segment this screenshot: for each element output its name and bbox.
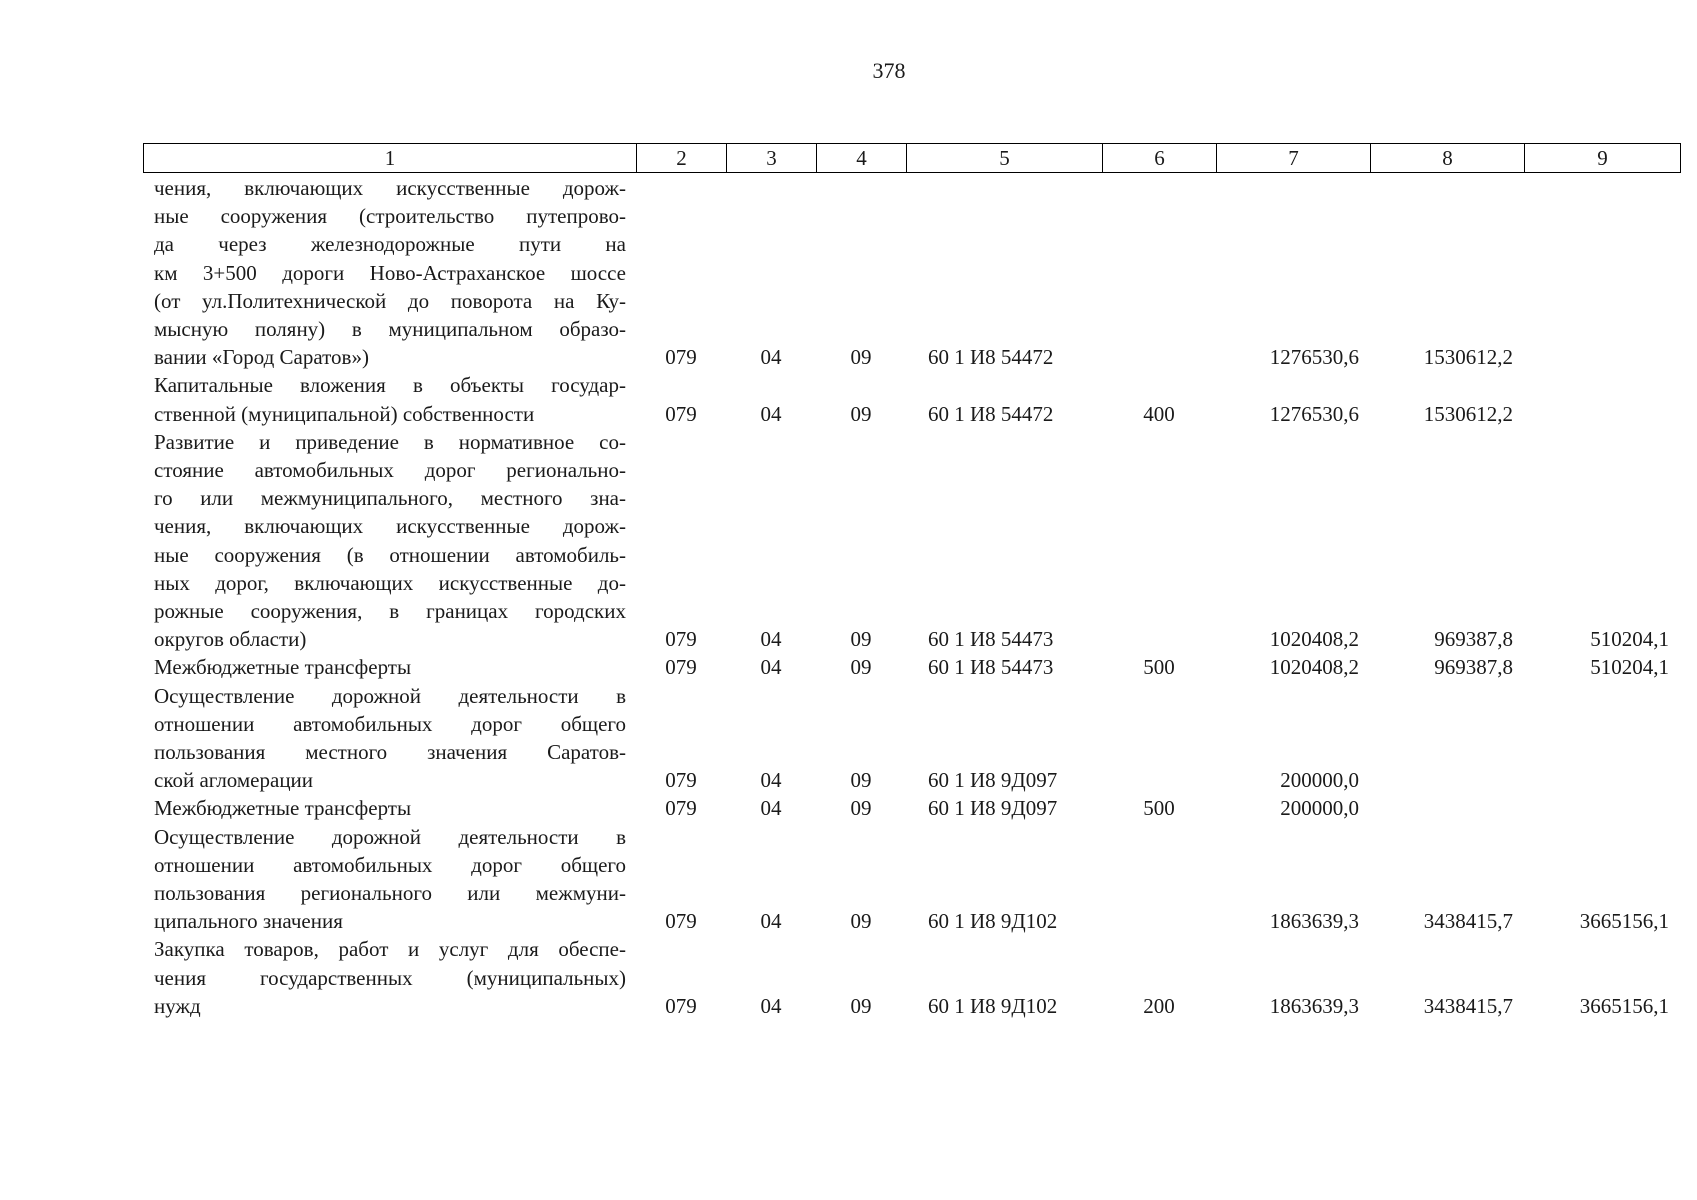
cell-amount-col9 [1524,794,1680,822]
cell-name [143,935,636,1020]
cell-name [143,823,636,936]
cell-name-line: рожные сооружения, в границах городских [154,599,626,624]
cell-amount-col7: 1020408,2 [1269,655,1359,680]
cell-name [143,653,636,681]
cell-name-line: чения, включающих искусственные дорож- [154,176,626,200]
cell-code-admin: 079 [665,909,697,934]
header-cell-1: 1 [144,144,637,173]
header-cell-5: 5 [907,144,1103,173]
cell-code-admin: 079 [665,655,697,680]
cell-amount-col7: 1863639,3 [1269,909,1359,934]
cell-name-line: ципального значения [154,909,343,934]
table-row [143,371,1680,427]
cell-amount-col8 [1370,682,1524,795]
cell-subsection: 09 [850,345,872,370]
cell-amount-col9: 3665156,1 [1579,909,1669,934]
cell-amount-col8: 969387,8 [1434,627,1513,652]
cell-name-line: вании «Город Саратов») [154,345,369,370]
table-row [143,935,1680,1020]
table-header [143,143,1681,173]
cell-name-line: округов области) [154,627,307,652]
cell-name-line: ные сооружения (в отношении автомобиль- [154,542,626,567]
header-row [144,144,1681,173]
cell-amount-col8: 1530612,2 [1423,345,1513,370]
cell-amount-col8: 3438415,7 [1423,993,1513,1018]
cell-name-line: ской агломерации [154,768,314,793]
cell-name [143,174,636,371]
cell-target-article: 60 1 И8 54473 [928,655,1054,680]
cell-section: 04 [760,993,782,1018]
header-cell-6: 6 [1103,144,1217,173]
cell-expense-type [1102,682,1216,795]
cell-expense-type: 200 [1143,993,1175,1018]
cell-code-admin: 079 [665,796,697,821]
cell-name-line: нужд [154,993,201,1018]
cell-name-line: ных дорог, включающих искусственные до- [154,570,626,595]
cell-name [143,371,636,427]
table-row [143,794,1680,822]
table-row [143,174,1680,371]
cell-amount-col8: 969387,8 [1434,655,1513,680]
cell-name-line: чения государственных (муниципальных) [154,965,626,990]
cell-amount-col8: 1530612,2 [1423,401,1513,426]
cell-amount-col7: 200000,0 [1280,768,1359,793]
cell-name-line: Осуществление дорожной деятельности в [154,683,626,708]
cell-target-article: 60 1 И8 54472 [928,345,1054,370]
cell-section: 04 [760,345,782,370]
cell-target-article: 60 1 И8 54473 [928,627,1054,652]
cell-section: 04 [760,796,782,821]
cell-name-line: Межбюджетные трансферты [154,655,412,680]
cell-name-line: Межбюджетные трансферты [154,796,412,821]
cell-section: 04 [760,401,782,426]
table-row [143,428,1680,654]
cell-amount-col7: 200000,0 [1280,796,1359,821]
cell-name-line: пользования местного значения Саратов- [154,740,626,765]
cell-name-line: отношении автомобильных дорог общего [154,852,626,877]
table-row [143,823,1680,936]
cell-target-article: 60 1 И8 9Д097 [928,768,1058,793]
cell-subsection: 09 [850,993,872,1018]
cell-name-line: отношении автомобильных дорог общего [154,711,626,736]
cell-section: 04 [760,627,782,652]
cell-name-line: го или межмуниципального, местного зна- [154,486,626,511]
cell-amount-col7: 1276530,6 [1269,345,1359,370]
cell-amount-col7: 1863639,3 [1269,993,1359,1018]
header-cell-7: 7 [1217,144,1371,173]
cell-expense-type [1102,174,1216,371]
cell-subsection: 09 [850,627,872,652]
cell-name-line: Осуществление дорожной деятельности в [154,824,626,849]
header-cell-8: 8 [1371,144,1525,173]
cell-amount-col9 [1524,371,1680,427]
cell-name-line: (от ул.Политехнической до поворота на Ку- [154,288,626,313]
header-cell-9: 9 [1525,144,1681,173]
cell-name-line: км 3+500 дороги Ново-Астраханское шоссе [154,260,626,285]
cell-code-admin: 079 [665,345,697,370]
cell-code-admin: 079 [665,627,697,652]
table-body [143,174,1680,1020]
cell-target-article: 60 1 И8 9Д102 [928,993,1058,1018]
cell-code-admin: 079 [665,401,697,426]
cell-amount-col9: 510204,1 [1590,655,1669,680]
cell-amount-col7: 1020408,2 [1269,627,1359,652]
cell-name-line: Капитальные вложения в объекты государ- [154,373,626,398]
cell-name [143,682,636,795]
cell-name [143,428,636,654]
cell-subsection: 09 [850,401,872,426]
cell-subsection: 09 [850,768,872,793]
cell-code-admin: 079 [665,768,697,793]
cell-amount-col7: 1276530,6 [1269,401,1359,426]
cell-code-admin: 079 [665,993,697,1018]
cell-amount-col9 [1524,174,1680,371]
cell-name-line: Развитие и приведение в нормативное со- [154,429,626,454]
cell-amount-col9: 510204,1 [1590,627,1669,652]
cell-target-article: 60 1 И8 9Д097 [928,796,1058,821]
cell-name-line: Закупка товаров, работ и услуг для обеспе- [154,937,626,962]
cell-name-line: пользования регионального или межмуни- [154,881,626,906]
cell-subsection: 09 [850,909,872,934]
cell-name-line: мысную поляну) в муниципальном образо- [154,317,626,342]
cell-name-line: ные сооружения (строительство путепрово- [154,204,626,229]
cell-amount-col8 [1370,794,1524,822]
cell-name [143,794,636,822]
cell-subsection: 09 [850,796,872,821]
header-cell-3: 3 [727,144,817,173]
cell-amount-col8: 3438415,7 [1423,909,1513,934]
cell-target-article: 60 1 И8 54472 [928,401,1054,426]
cell-expense-type: 500 [1143,796,1175,821]
cell-expense-type: 400 [1143,401,1175,426]
cell-section: 04 [760,655,782,680]
cell-name-line: стояние автомобильных дорог регионально- [154,458,626,483]
cell-expense-type [1102,428,1216,654]
cell-expense-type: 500 [1143,655,1175,680]
cell-name-line: чения, включающих искусственные дорож- [154,514,626,539]
page-number: 378 [872,58,906,83]
cell-target-article: 60 1 И8 9Д102 [928,909,1058,934]
cell-name-line: да через железнодорожные пути на [154,232,626,257]
cell-amount-col9 [1524,682,1680,795]
cell-section: 04 [760,909,782,934]
cell-section: 04 [760,768,782,793]
header-cell-2: 2 [637,144,727,173]
header-cell-4: 4 [817,144,907,173]
table-row [143,682,1680,795]
table-row [143,653,1680,681]
cell-subsection: 09 [850,655,872,680]
cell-expense-type [1102,823,1216,936]
cell-name-line: ственной (муниципальной) собственности [154,401,535,426]
cell-amount-col9: 3665156,1 [1579,993,1669,1018]
